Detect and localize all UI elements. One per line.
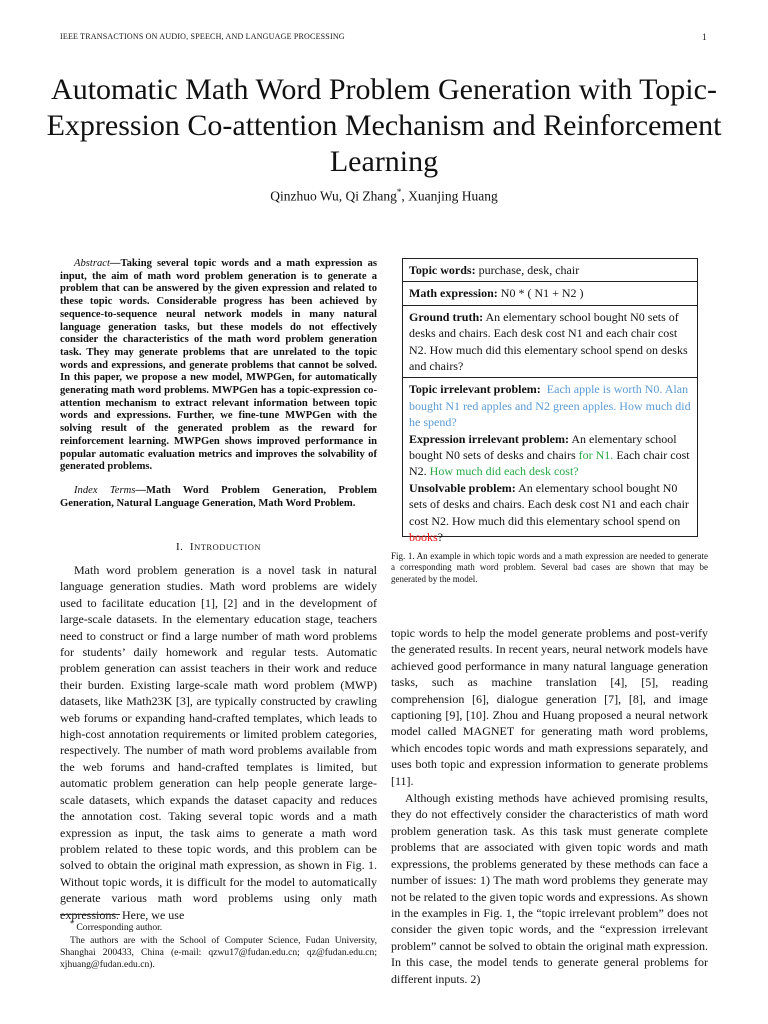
footnote-affiliation: The authors are with the School of Computer Science, Fudan University, Shanghai 200433, China (e-mail: qzwu17@fudan.edu.cn; qz@fudan.edu.cn; xjhuang@fudan.edu.cn). — [60, 934, 377, 971]
unsolvable-label: Unsolvable problem: — [409, 480, 516, 495]
index-terms-text: Math Word Problem Generation, Problem Generation, Natural Language Generation, Math Word Problem. — [60, 485, 377, 509]
footnote — [60, 918, 377, 972]
footnote-star: * — [70, 919, 74, 928]
intro-right-column — [391, 625, 708, 987]
running-header: IEEE TRANSACTIONS ON AUDIO, SPEECH, AND LANGUAGE PROCESSING — [60, 32, 345, 41]
figure-1-caption: Fig. 1. An example in which topic words and a math expression are needed to generate a corresponding math word problem. Several bad cases are shown that may be generated by the model. — [391, 551, 708, 584]
intro-paragraph-2: Although existing methods have achieved promising results, they do not effectively consider the characteristics of math word problem generation task. As this task must generate complete problems that are associated with given topic words and math expressions, the problems generated by these methods can face a number of issues: 1) The math word problems they generate may not be related to the given topic words and expressions. As shown in the examples in Fig. 1, the “topic irrelevant problem” does not consider the given topic words, and the “expression irrelevant problem” cannot be solved to obtain the original math expression. In this case, the model tends to generate general problems for different inputs. 2) — [391, 791, 708, 986]
section-number: I. — [176, 541, 184, 553]
topic-words-row — [403, 259, 697, 282]
ground-truth-row — [403, 306, 697, 379]
unsolvable-part-b: books — [409, 530, 438, 545]
topic-words-label: Topic words: — [409, 263, 476, 277]
author-list — [40, 187, 728, 205]
expression-irrelevant-part-a: An elementary school bought N0 sets of desks and chairs — [409, 431, 677, 463]
corresponding-mark: * — [396, 187, 402, 197]
unsolvable-case — [409, 480, 691, 546]
ground-truth-value: An elementary school bought N0 sets of desks and chairs. Each desk cost N1 and each chair cost N2. How much did this elementary school spend on desks and chairs? — [409, 309, 688, 374]
section-first-letter: I — [189, 541, 195, 553]
math-expression-label: Math expression: — [409, 286, 498, 301]
abstract-text: Taking several topic words and a math expression as input, the aim of math word problem generation is to generate a problem that can be answered by the given expression and related to these topic words. Considerable progress has been achieved by sequence-to-sequence neural network models in many natural language generation tasks, but these models do not effectively consider the characteristics of the math word problem generation task. They may generate problems that are unrelated to the topic words and expressions, and generate problems that cannot be solved. In this paper, we propose a new model, MWPGen, for automatically generating math word problems. MWPGen has a topic-expression co-attention mechanism to extract relevant information between topic words and expressions. Further, we fine-tune MWPGen with the solving result of the generated problem as the reward for reinforcement learning. MWPGen shows improved performance in popular automatic evaluation metrics and improves the solvability of generated problems. — [60, 258, 377, 473]
index-terms-dash: — — [135, 485, 146, 496]
topic-irrelevant-label: Topic irrelevant problem: — [409, 382, 541, 397]
unsolvable-part-a: An elementary school bought N0 sets of desks and chairs. Each desk cost N1 and each chair cost N2. How much did this elementary school spend on — [409, 480, 689, 528]
footnote-corresponding: Corresponding author. — [76, 922, 163, 934]
math-expression-row — [403, 282, 697, 305]
footnote-rule — [60, 914, 120, 915]
paper-title: Automatic Math Word Problem Generation with Topic-Expression Co-attention Mechanism and Reinforcement Learning — [46, 73, 722, 178]
math-expression-value: N0 * ( N1 + N2 ) — [497, 286, 584, 301]
index-terms-label: Index Terms — [74, 485, 136, 496]
authors-first: Qinzhuo Wu, Qi Zhang — [270, 188, 397, 204]
intro-paragraph-continued: topic words to help the model generate problems and post-verify the generated results. In recent years, neural network models have achieved good performance in many natural language generation tasks, such as machine translation [4], [5], reading comprehension [6], dialogue generation [7], [8], and image captioning [9], [10]. Zhou and Huang proposed a neural network model called MAGNET for generating math word problems, which encodes topic words and math expressions separately, and uses both topic and expression information to generate problems [11]. — [391, 626, 708, 788]
expression-irrelevant-part-b: for N1. — [575, 448, 614, 463]
expression-irrelevant-case — [409, 431, 691, 480]
topic-words-value: purchase, desk, chair — [475, 263, 580, 277]
topic-irrelevant-case — [409, 381, 694, 430]
abstract-dash: — — [109, 258, 121, 269]
authors-rest: , Xuanjing Huang — [401, 188, 498, 204]
expression-irrelevant-part-c: Each chair cost N2. — [409, 448, 690, 479]
page-number: 1 — [702, 32, 707, 42]
ground-truth-label: Ground truth: — [409, 309, 484, 324]
intro-paragraph-left: Math word problem generation is a novel task in natural language generation studies. Math word problems are widely used to facilitate education [1], [2] and in the development of large-scale datasets. In the elementary education stage, teachers need to construct or find a large number of math word problems for students’ daily homework and regular tests. Automatic problem generation can assist teachers in their work and reduce their burden. Existing large-scale math word problem (MWP) datasets, like Math23K [3], are typically constructed by crawling web forums or expanding hand-crafted templates, which leads to high-cost annotation requirements or limited problem categories, respectively. The number of math word problems available from the web forums and hand-crafted templates is limited, but automatic problem generation can help people generate large-scale datasets, which expands the dataset capacity and reduces the annotation cost. Taking several topic words and a math expression as input, the task aims to generate a math word problem related to these topic words, and this problem can be solved to obtain the original math expression, as shown in Fig. 1. Without topic words, it is difficult for the model to automatically generate various math word problems using only math expressions. Here, we use — [60, 563, 377, 922]
topic-irrelevant-value: Each apple is worth N0. Alan bought N1 red apples and N2 green apples. How much did he spend? — [409, 382, 694, 430]
expression-irrelevant-label: Expression irrelevant problem: — [409, 431, 569, 446]
abstract — [60, 258, 377, 474]
unsolvable-part-c: ? — [437, 530, 443, 545]
expression-irrelevant-part-d: How much did each desk cost? — [426, 464, 579, 479]
index-terms — [60, 485, 377, 510]
section-title-rest: NTRODUCTION — [194, 542, 261, 552]
abstract-label: Abstract — [74, 258, 110, 269]
bad-cases-row — [403, 378, 697, 548]
figure-1-box — [402, 258, 698, 545]
section-heading — [60, 541, 377, 553]
